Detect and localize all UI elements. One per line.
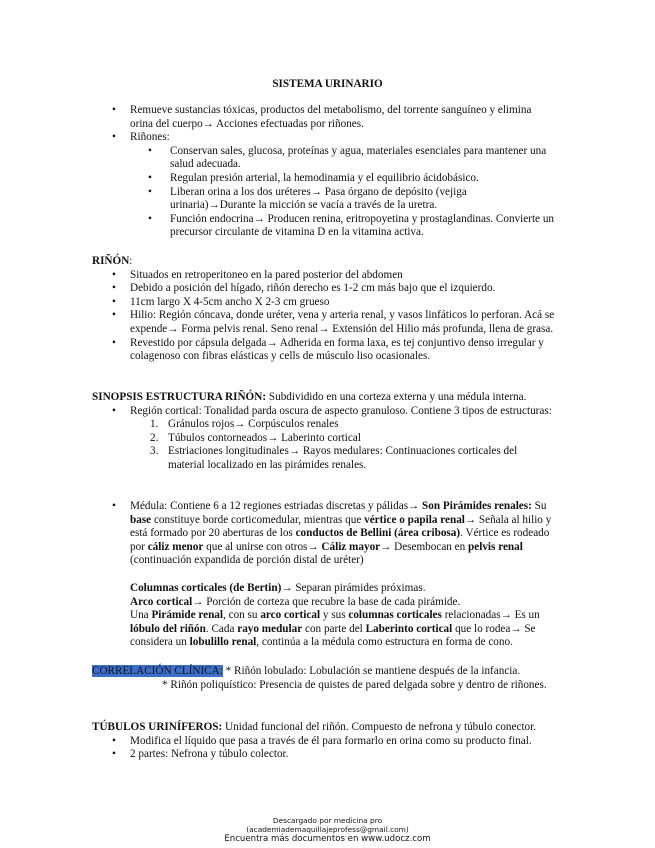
numbered-item: 2. Túbulos contorneados→ Laberinto cortical [150,431,361,444]
paragraph: * Riñón poliquístico: Presencia de quistes de pared delgada sobre y dentro de riñones. [162,678,547,691]
footer-email: (academiademaquillajeprofess@gmail.com) [246,825,409,834]
list-item: • Remueve sustancias tóxicas, productos del metabolismo, del torrente sanguíneo y elimina orina del cuerpo→ Acciones efectuadas por riñones. [0,104,655,131]
paragraph: CORRELACIÓN CLÍNICA: * Riñón lobulado: Lobulación se mantiene después de la infancia. [92,665,521,677]
numbered-item: 1. Gránulos rojos→ Corpúsculos renales [150,418,339,431]
list-item: • Médula: Contiene 6 a 12 regiones estriadas discretas y pálidas→ Son Pirámides renales: Su base constituye borde corticomedular, mientras que vértice o papila renal→ Señala al hilio y está formado por 20 aberturas de los conductos de Bellini (área cribosa). Vértice es rodeado por cáliz menor que al unirse con otros→ Cáliz mayor→ Desembocan en pelvis renal (continuación expandida de porción distal de uréter) [0,500,655,568]
footer-link[interactable]: Encuentra más documentos en www.udocz.com [224,834,431,844]
list-item: • Regulan presión arterial, la hemodinamia y el equilibrio ácidobásico. [0,172,655,186]
list-item: • Conservan sales, glucosa, proteínas y agua, materiales esenciales para mantener una salud adecuada. [0,145,655,172]
list-item: • Hilio: Región cóncava, donde uréter, vena y arteria renal, y vasos linfáticos lo perforan. Acá se expende→ Forma pelvis renal. Seno renal→ Extensión del Hilio más profunda, llena de grasa. [0,309,655,336]
paragraph: Arco cortical→ Porción de corteza que recubre la base de cada pirámide. [130,595,461,608]
list-item: • Modifica el líquido que pasa a través de él para formarlo en orina como su producto final. [0,735,655,749]
list-item: • Riñones: [0,131,655,145]
section-heading: RIÑÓN: [92,255,133,267]
rinon-section [0,255,655,364]
list-item: • Región cortical: Tonalidad parda oscura de aspecto granuloso. Contiene 3 tipos de estructuras: [0,405,655,419]
section-heading: TÚBULOS URINÍFEROS: Unidad funcional del riñón. Compuesto de nefrona y túbulo conector. [92,721,537,733]
section-heading: SINOPSIS ESTRUCTURA RIÑÓN: Subdividido en una corteza externa y una médula interna. [92,391,527,403]
correlacion-section [0,665,655,692]
paragraph: Una Pirámide renal, con su arco cortical y sus columnas corticales relacionadas→ Es un lóbulo del riñón. Cada rayo medular con parte del Laberinto cortical que lo rodea→ Se considera un lobulillo renal, continúa a la médula como estructura en forma de cono. [130,609,540,649]
numbered-item: 3. Estriaciones longitudinales→ Rayos medulares: Continuaciones corticales del material localizado en las pirámides renales. [150,445,518,471]
list-item: • 11cm largo X 4-5cm ancho X 2-3 cm grueso [0,296,655,310]
paragraph: Columnas corticales (de Bertin)→ Separan pirámides próximas. [130,582,426,594]
list-item: • 2 partes: Nefrona y túbulo colector. [0,748,655,762]
highlighted-label: CORRELACIÓN CLÍNICA: [92,665,223,677]
sinopsis-section [0,391,655,473]
list-item: • Liberan orina a los dos uréteres→ Pasa órgano de depósito (vejiga urinaria)→Durante la micción se vacía a través de la uretra. [0,186,655,213]
tubulos-section [0,721,655,762]
list-item: • Situados en retroperitoneo en la pared posterior del abdomen [0,269,655,283]
footer-downloaded-by: Descargado por medicina pro [272,816,383,825]
intro-section [0,104,655,240]
medula-section [0,500,655,568]
page-title: SISTEMA URINARIO [272,78,383,90]
list-item: • Revestido por cápsula delgada→ Adherida en forma laxa, es tej conjuntivo denso irregular y colagenoso con fibras elásticas y cells de músculo liso ocasionales. [0,337,655,364]
list-item: • Debido a posición del hígado, riñón derecho es 1-2 cm más bajo que el izquierdo. [0,282,655,296]
page-footer [0,816,655,844]
list-item: • Función endocrina→ Producen renina, eritropoyetina y prostaglandinas. Convierte un precursor circulante de vitamina D en la vitamina activa. [0,213,655,240]
columnas-section [0,582,655,650]
